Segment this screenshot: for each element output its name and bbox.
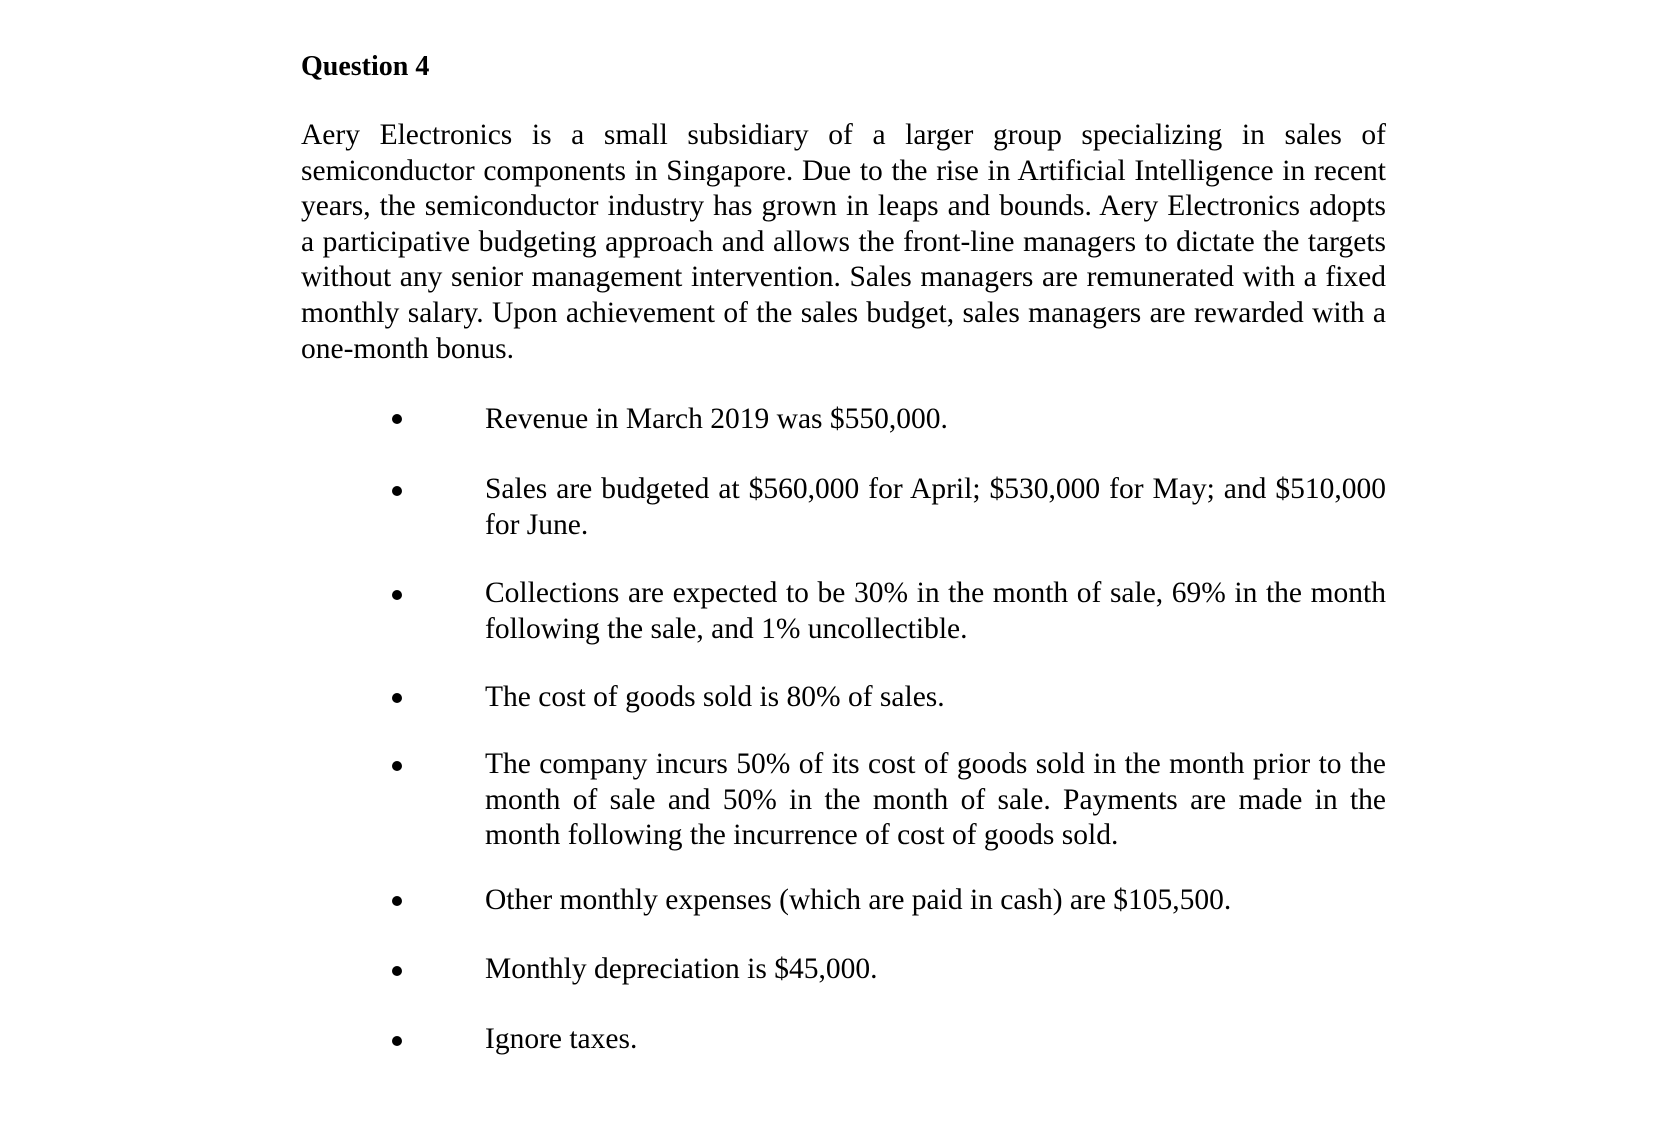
list-item-text: Monthly depreciation is $45,000. <box>485 953 878 985</box>
bullet-dot-icon <box>392 693 402 703</box>
bullet-dot-icon <box>392 590 402 600</box>
list-item-text: Ignore taxes. <box>485 1023 638 1055</box>
bullet-dot-icon <box>392 1036 402 1046</box>
list-item-text: Sales are budgeted at $560,000 for April; $530,000 for May; and $510,000 for June. <box>485 473 1386 541</box>
list-item-text: The company incurs 50% of its cost of goods sold in the month prior to the month of sale and 50% in the month of sale. Payments are made in the month following the incurrence of cost of goods sold. <box>485 748 1386 852</box>
bullet-dot-icon <box>392 486 402 496</box>
list-item-text: Revenue in March 2019 was $550,000. <box>485 403 948 435</box>
bullet-dot-icon <box>392 761 402 771</box>
question-heading: Question 4 <box>301 51 430 82</box>
bullet-dot-icon <box>392 896 402 906</box>
list-item-text: The cost of goods sold is 80% of sales. <box>485 681 945 713</box>
list-item-text: Collections are expected to be 30% in the month of sale, 69% in the month following the sale, and 1% uncollectible. <box>485 577 1386 645</box>
bullet-dot-icon <box>392 414 402 424</box>
list-item-text: Other monthly expenses (which are paid in cash) are $105,500. <box>485 884 1232 916</box>
intro-paragraph: Aery Electronics is a small subsidiary of a larger group specializing in sales of semiconductor components in Singapore. Due to the rise in Artificial Intelligence in recent years, the semiconductor industry has grown in leaps and bounds. Aery Electronics adopts a participative budgeting approach and allows the front-line managers to dictate the targets without any senior management intervention. Sales managers are remunerated with a fixed monthly salary. Upon achievement of the sales budget, sales managers are rewarded with a one-month bonus. <box>301 119 1386 365</box>
bullet-dot-icon <box>392 966 402 976</box>
